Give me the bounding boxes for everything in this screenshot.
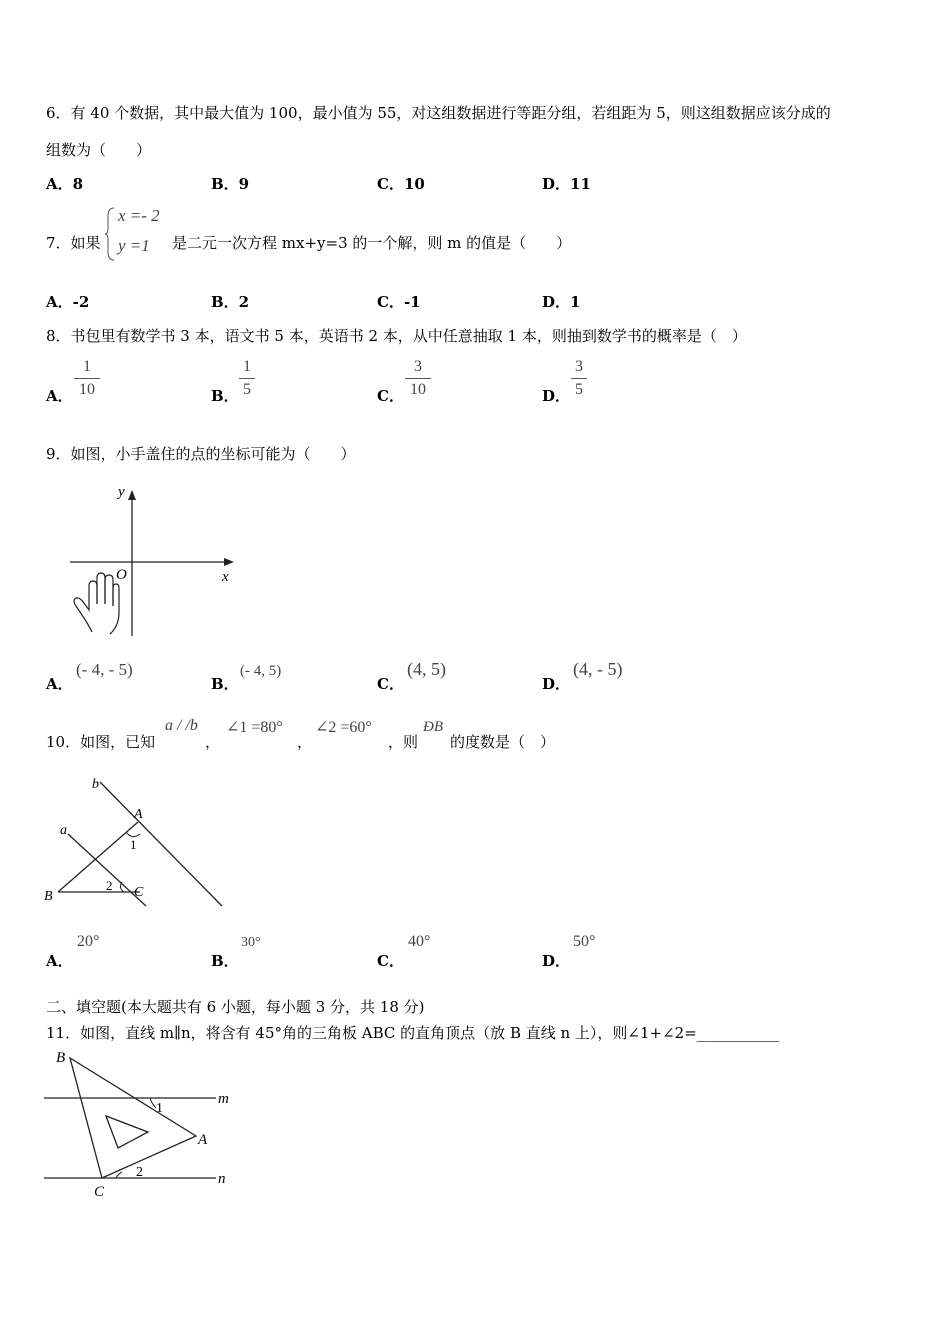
q8-option-b-fraction — [239, 358, 255, 399]
q8-d-denominator: 5 — [575, 381, 583, 398]
section-2-title: 二、填空题(本大题共有 6 小题，每小题 3 分，共 18 分) — [46, 998, 425, 1016]
q6-option-a[interactable]: A．8 — [46, 175, 84, 193]
q10-label-angle-1: 1 — [130, 837, 137, 852]
q11-triangle-figure — [40, 1046, 240, 1202]
q10-option-b[interactable]: B． — [211, 952, 239, 970]
q7-option-a[interactable]: A．-2 — [46, 293, 90, 311]
q11-label-line-n: n — [218, 1171, 226, 1187]
q10-option-a[interactable]: A． — [46, 952, 73, 970]
q10-option-d-value: 50° — [573, 933, 596, 950]
q7-system-brace — [104, 206, 116, 262]
q11-label-vertex-b: B — [56, 1050, 66, 1066]
q10-condition-angle1: ∠1 =80° — [226, 719, 283, 736]
q7-option-c[interactable]: C．-1 — [377, 293, 421, 311]
q10-label-a: a — [60, 823, 67, 838]
q9-origin-label: O — [116, 567, 127, 583]
q10-suffix: 的度数是（ ） — [450, 733, 556, 751]
q10-target-angle: ÐB — [423, 719, 443, 735]
q10-label-vertex-a: A — [134, 807, 143, 822]
q7-equation-y: y =1 — [118, 236, 150, 255]
q9-option-b-value: (- 4, 5) — [240, 663, 282, 679]
q6-option-c[interactable]: C．10 — [377, 175, 425, 193]
q8-option-a-fraction — [74, 358, 100, 399]
q9-option-c[interactable]: C． — [377, 675, 404, 693]
q8-c-denominator: 10 — [410, 381, 426, 398]
q7-option-b[interactable]: B．2 — [211, 293, 250, 311]
q9-stem: 9．如图，小手盖住的点的坐标可能为（ ） — [46, 445, 356, 463]
q9-option-d-value: (4, - 5) — [573, 659, 623, 679]
q10-parallel-lines-figure — [40, 770, 230, 912]
q6-option-b[interactable]: B．9 — [211, 175, 250, 193]
q8-option-a[interactable]: A． — [46, 387, 73, 405]
q10-label-vertex-b: B — [44, 889, 53, 904]
hand-icon — [74, 573, 119, 634]
q9-option-b[interactable]: B． — [211, 675, 239, 693]
q7-option-d[interactable]: D．1 — [542, 293, 581, 311]
q10-option-a-value: 20° — [77, 933, 100, 950]
q10-condition-parallel: a / /b — [165, 717, 198, 734]
q10-label-angle-2: 2 — [106, 878, 113, 893]
q9-option-c-value: (4, 5) — [407, 659, 446, 679]
q6-option-d[interactable]: D．11 — [542, 175, 591, 193]
q11-label-vertex-c: C — [94, 1184, 105, 1200]
q10-then: ，则 — [388, 733, 419, 751]
q9-coordinate-figure — [62, 478, 242, 640]
q7-suffix: 是二元一次方程 mx+y=3 的一个解，则 m 的值是（ ） — [172, 234, 572, 252]
q7-prefix: 7．如果 — [46, 234, 101, 252]
q10-option-c[interactable]: C． — [377, 952, 404, 970]
q8-b-denominator: 5 — [243, 381, 251, 398]
q6-stem-line1: 6．有 40 个数据，其中最大值为 100，最小值为 55，对这组数据进行等距分组，若组距为 5，则这组数据应该分成的 — [46, 104, 831, 122]
q9-option-a-value: (- 4, - 5) — [76, 660, 133, 679]
q9-option-a[interactable]: A． — [46, 675, 73, 693]
q10-option-b-value: 30° — [241, 935, 261, 950]
q9-axis-y-label: y — [118, 484, 125, 500]
q8-a-denominator: 10 — [79, 381, 95, 398]
q9-option-d[interactable]: D． — [542, 675, 571, 693]
q11-label-line-m: m — [218, 1091, 229, 1107]
q7-equation-x: x =- 2 — [118, 206, 160, 225]
q10-option-c-value: 40° — [408, 933, 431, 950]
q11-label-angle-1: 1 — [156, 1101, 163, 1116]
q10-option-d[interactable]: D． — [542, 952, 571, 970]
q8-d-numerator: 3 — [575, 358, 583, 375]
q8-c-numerator: 3 — [414, 358, 422, 375]
q11-stem: 11．如图，直线 m∥n，将含有 45°角的三角板 ABC 的直角顶点（放 B 直线 n 上），则∠1+∠2=___________ — [46, 1024, 780, 1042]
q8-b-numerator: 1 — [243, 358, 251, 375]
q8-option-c-fraction — [405, 358, 431, 399]
q10-condition-angle2: ∠2 =60° — [315, 719, 372, 736]
q8-option-b[interactable]: B． — [211, 387, 239, 405]
q10-label-b: b — [92, 777, 99, 792]
q8-stem: 8．书包里有数学书 3 本，语文书 5 本，英语书 2 本，从中任意抽取 1 本，则抽到数学书的概率是（ ） — [46, 327, 747, 345]
q8-option-c[interactable]: C． — [377, 387, 404, 405]
q10-label-vertex-c: C — [134, 885, 144, 900]
q11-label-vertex-a: A — [198, 1132, 208, 1148]
q10-separator-2: ， — [297, 733, 313, 751]
q10-separator-1: ， — [205, 733, 221, 751]
q9-axis-x-label: x — [222, 569, 229, 585]
q8-a-numerator: 1 — [83, 358, 91, 375]
q8-option-d[interactable]: D． — [542, 387, 571, 405]
q10-prefix: 10．如图，已知 — [46, 733, 156, 751]
q8-option-d-fraction — [571, 358, 587, 399]
q6-stem-line2: 组数为（ ） — [46, 141, 152, 159]
q11-label-angle-2: 2 — [136, 1165, 143, 1180]
